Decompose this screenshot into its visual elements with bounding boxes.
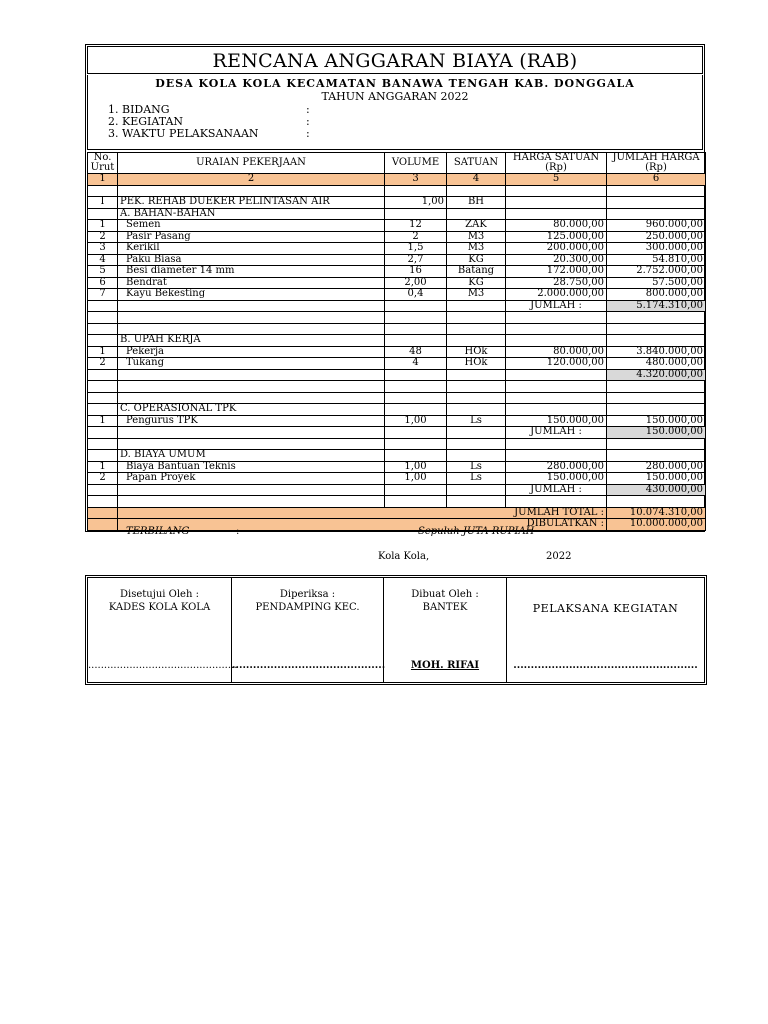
table-cell: [506, 438, 607, 450]
item-jumlah: 150.000,00: [607, 473, 706, 485]
table-row: [88, 231, 706, 243]
item-uraian: Semen: [118, 220, 385, 232]
col-number: 3: [385, 174, 447, 186]
info-bidang-colon: :: [306, 103, 310, 116]
item-harga: 80.000,00: [506, 346, 607, 358]
table-cell: [607, 381, 706, 393]
item-volume: 1,5: [385, 243, 447, 255]
item-jumlah: 2.752.000,00: [607, 266, 706, 278]
table-cell: [447, 312, 506, 324]
item-satuan: Batang: [447, 266, 506, 278]
item-harga: 150.000,00: [506, 473, 607, 485]
item-volume: 1,00: [385, 473, 447, 485]
info-kegiatan-colon: :: [306, 115, 310, 128]
table-cell: [447, 404, 506, 416]
table-cell: [118, 381, 385, 393]
item-satuan: Ls: [447, 461, 506, 473]
table-cell: [447, 369, 506, 381]
table-cell: [88, 392, 118, 404]
table-cell: [506, 208, 607, 220]
item-uraian: Papan Proyek: [118, 473, 385, 485]
signature-kades: [88, 578, 238, 682]
place-label: Kola Kola,: [378, 551, 430, 562]
table-row: [88, 277, 706, 289]
item-harga: 280.000,00: [506, 461, 607, 473]
subtotal-label: JUMLAH :: [506, 300, 607, 312]
item-jumlah: 800.000,00: [607, 289, 706, 301]
total-label: JUMLAH TOTAL :: [118, 507, 607, 519]
table-cell: [385, 335, 447, 347]
spacer-row: [88, 323, 706, 335]
signature-role: Dibuat Oleh :: [411, 589, 479, 600]
table-cell: [447, 335, 506, 347]
rounded-label: DIBULATKAN :: [118, 519, 607, 531]
subtotal-value: 5.174.310,00: [607, 300, 706, 312]
table-cell: [385, 496, 447, 508]
table-row: [88, 220, 706, 232]
table-cell: [118, 185, 385, 197]
total-value: 10.074.310,00: [607, 507, 706, 519]
item-volume: 16: [385, 266, 447, 278]
table-cell: [385, 300, 447, 312]
table-cell: [88, 438, 118, 450]
item-jumlah: 280.000,00: [607, 461, 706, 473]
table-cell: [385, 381, 447, 393]
table-cell: [88, 519, 118, 531]
table-cell: [385, 484, 447, 496]
item-volume: 0,4: [385, 289, 447, 301]
section-title-row: [88, 208, 706, 220]
table-cell: [607, 335, 706, 347]
item-satuan: KG: [447, 254, 506, 266]
item-volume: 2,00: [385, 277, 447, 289]
subtotal-row: [88, 300, 706, 312]
item-harga: 28.750,00: [506, 277, 607, 289]
main-item-volume: 1,00: [385, 197, 447, 209]
table-cell: [607, 450, 706, 462]
signature-table: [85, 575, 707, 685]
item-satuan: Ls: [447, 473, 506, 485]
section-title: D. BIAYA UMUM: [118, 450, 385, 462]
item-no: 1: [88, 220, 118, 232]
table-cell: [506, 185, 607, 197]
subtotal-label: JUMLAH :: [506, 427, 607, 439]
section-title-row: [88, 450, 706, 462]
item-volume: 2,7: [385, 254, 447, 266]
table-cell: [118, 300, 385, 312]
info-waktu: 3. WAKTU PELAKSANAAN: [108, 127, 259, 140]
col-header-jumlah: JUMLAH HARGA (Rp): [607, 153, 706, 174]
item-jumlah: 3.840.000,00: [607, 346, 706, 358]
table-row: [88, 243, 706, 255]
table-cell: [385, 185, 447, 197]
table-cell: [385, 427, 447, 439]
table-cell: [118, 392, 385, 404]
spacer-row: [88, 496, 706, 508]
table-row: [88, 346, 706, 358]
table-row: [88, 266, 706, 278]
item-jumlah: 150.000,00: [607, 415, 706, 427]
table-cell: [506, 323, 607, 335]
signature-title: BANTEK: [422, 602, 468, 613]
main-item-satuan: BH: [447, 197, 506, 209]
column-number-row: [88, 174, 706, 186]
signature-line: ...............................................: [88, 660, 238, 671]
table-cell: [88, 381, 118, 393]
table-cell: [506, 496, 607, 508]
table-cell: [385, 312, 447, 324]
table-cell: [447, 484, 506, 496]
table-cell: [607, 185, 706, 197]
subtotal-label: JUMLAH :: [506, 484, 607, 496]
item-satuan: ZAK: [447, 220, 506, 232]
item-uraian: Tukang: [118, 358, 385, 370]
item-satuan: M3: [447, 289, 506, 301]
terbilang-colon: :: [236, 526, 240, 537]
table-cell: [506, 404, 607, 416]
item-harga: 172.000,00: [506, 266, 607, 278]
main-item-uraian: PEK. REHAB DUEKER PELINTASAN AIR: [118, 197, 385, 209]
table-cell: [118, 312, 385, 324]
subtotal-row: [88, 369, 706, 381]
table-cell: [88, 323, 118, 335]
item-uraian: Kerikil: [118, 243, 385, 255]
table-cell: [118, 496, 385, 508]
item-jumlah: 250.000,00: [607, 231, 706, 243]
item-no: 2: [88, 473, 118, 485]
col-header-harga: HARGA SATUAN (Rp): [506, 153, 607, 174]
table-cell: [607, 392, 706, 404]
item-no: 1: [88, 415, 118, 427]
table-cell: [506, 392, 607, 404]
item-volume: 4: [385, 358, 447, 370]
col-number: 2: [118, 174, 385, 186]
table-cell: [447, 496, 506, 508]
table-cell: [506, 335, 607, 347]
table-cell: [447, 323, 506, 335]
section-title: A. BAHAN-BAHAN: [118, 208, 385, 220]
table-cell: [385, 323, 447, 335]
table-cell: [447, 427, 506, 439]
item-satuan: HOk: [447, 358, 506, 370]
signature-title: PELAKSANA KEGIATAN: [532, 602, 679, 615]
table-cell: [118, 427, 385, 439]
table-cell: [88, 484, 118, 496]
signature-role: Disetujui Oleh :: [120, 589, 199, 600]
item-satuan: Ls: [447, 415, 506, 427]
item-uraian: Pasir Pasang: [118, 231, 385, 243]
item-satuan: M3: [447, 231, 506, 243]
table-cell: [447, 208, 506, 220]
table-cell: [88, 185, 118, 197]
spacer-row: [88, 185, 706, 197]
table-cell: [385, 404, 447, 416]
table-cell: [607, 312, 706, 324]
table-cell: [118, 323, 385, 335]
tahun-line: TAHUN ANGGARAN 2022: [321, 90, 469, 103]
item-jumlah: 480.000,00: [607, 358, 706, 370]
item-no: 2: [88, 231, 118, 243]
signature-bantek: [384, 578, 507, 682]
table-row: [88, 289, 706, 301]
item-harga: 125.000,00: [506, 231, 607, 243]
signature-title: KADES KOLA KOLA: [108, 602, 211, 613]
spacer-row: [88, 438, 706, 450]
item-harga: 20.300,00: [506, 254, 607, 266]
item-uraian: Biaya Bantuan Teknis: [118, 461, 385, 473]
item-no: 1: [88, 346, 118, 358]
item-no: 1: [88, 461, 118, 473]
item-uraian: Paku Biasa: [118, 254, 385, 266]
section-title-row: [88, 404, 706, 416]
item-no: 4: [88, 254, 118, 266]
table-row: [88, 358, 706, 370]
signature-line: ............................................: [232, 660, 386, 671]
table-cell: [607, 496, 706, 508]
signature-pelaksana: [507, 578, 704, 682]
info-bidang: 1. BIDANG: [108, 103, 170, 116]
table-cell: [118, 484, 385, 496]
item-no: 3: [88, 243, 118, 255]
table-cell: [88, 369, 118, 381]
section-title: C. OPERASIONAL TPK: [118, 404, 385, 416]
item-uraian: Besi diameter 14 mm: [118, 266, 385, 278]
subtotal-value: 430.000,00: [607, 484, 706, 496]
col-header-uraian: URAIAN PEKERJAAN: [118, 153, 385, 174]
section-title-row: [88, 335, 706, 347]
item-uraian: Pekerja: [118, 346, 385, 358]
signature-title: PENDAMPING KEC.: [255, 602, 360, 613]
table-cell: [447, 438, 506, 450]
signature-pendamping: [232, 578, 384, 682]
item-volume: 1,00: [385, 461, 447, 473]
subtotal-value: 4.320.000,00: [607, 369, 706, 381]
table-cell: [88, 507, 118, 519]
table-cell: [506, 197, 607, 209]
table-cell: [118, 369, 385, 381]
signature-role: Diperiksa :: [279, 589, 336, 600]
item-uraian: Pengurus TPK: [118, 415, 385, 427]
table-cell: [88, 335, 118, 347]
col-number: 1: [88, 174, 118, 186]
subtotal-value: 150.000,00: [607, 427, 706, 439]
item-volume: 48: [385, 346, 447, 358]
header-block: [87, 75, 703, 150]
info-kegiatan: 2. KEGIATAN: [108, 115, 184, 128]
item-no: 7: [88, 289, 118, 301]
col-number: 4: [447, 174, 506, 186]
item-harga: 120.000,00: [506, 358, 607, 370]
document-title: RENCANA ANGGARAN BIAYA (RAB): [87, 46, 703, 74]
date-year: 2022: [546, 551, 572, 562]
item-harga: 150.000,00: [506, 415, 607, 427]
rounded-value: 10.000.000,00: [607, 519, 706, 531]
table-cell: [447, 381, 506, 393]
table-cell: [88, 300, 118, 312]
signature-line: .....................................................: [513, 660, 698, 671]
table-row: [88, 415, 706, 427]
subtotal-row: [88, 484, 706, 496]
table-cell: [88, 404, 118, 416]
terbilang-label: TERBILANG: [126, 526, 190, 537]
item-harga: 200.000,00: [506, 243, 607, 255]
table-cell: [447, 450, 506, 462]
spacer-row: [88, 392, 706, 404]
table-row: [88, 254, 706, 266]
table-cell: [447, 392, 506, 404]
rab-sheet: [85, 44, 705, 532]
item-jumlah: 960.000,00: [607, 220, 706, 232]
col-header-satuan: SATUAN: [447, 153, 506, 174]
table-cell: [88, 496, 118, 508]
item-volume: 12: [385, 220, 447, 232]
table-cell: [88, 450, 118, 462]
item-volume: 1,00: [385, 415, 447, 427]
table-cell: [506, 312, 607, 324]
table-cell: [607, 197, 706, 209]
item-volume: 2: [385, 231, 447, 243]
item-uraian: Kayu Bekesting: [118, 289, 385, 301]
table-cell: [447, 300, 506, 312]
item-uraian: Bendrat: [118, 277, 385, 289]
table-cell: [88, 427, 118, 439]
terbilang-value: Sepuluh JUTA RUPIAH: [418, 526, 535, 537]
table-row: [88, 473, 706, 485]
table-cell: [118, 438, 385, 450]
table-cell: [385, 392, 447, 404]
table-cell: [447, 185, 506, 197]
col-number: 5: [506, 174, 607, 186]
main-item-row: [88, 197, 706, 209]
item-jumlah: 54.810,00: [607, 254, 706, 266]
main-item-no: I: [88, 197, 118, 209]
item-no: 6: [88, 277, 118, 289]
table-cell: [607, 323, 706, 335]
table-cell: [385, 208, 447, 220]
table-cell: [607, 404, 706, 416]
spacer-row: [88, 381, 706, 393]
table-cell: [385, 369, 447, 381]
total-row: [88, 507, 706, 519]
rab-table: [87, 152, 706, 531]
table-cell: [506, 450, 607, 462]
desa-line: DESA KOLA KOLA KECAMATAN BANAWA TENGAH KAB. DONGGALA: [155, 77, 635, 90]
spacer-row: [88, 312, 706, 324]
item-satuan: KG: [447, 277, 506, 289]
table-cell: [385, 450, 447, 462]
table-cell: [607, 208, 706, 220]
table-header-row: [88, 153, 706, 174]
item-no: 5: [88, 266, 118, 278]
item-jumlah: 57.500,00: [607, 277, 706, 289]
item-satuan: M3: [447, 243, 506, 255]
col-header-no: No. Urut: [88, 153, 118, 174]
signature-name: MOH. RIFAI: [410, 660, 480, 671]
table-cell: [506, 381, 607, 393]
col-number: 6: [607, 174, 706, 186]
table-cell: [385, 438, 447, 450]
item-harga: 2.000.000,00: [506, 289, 607, 301]
subtotal-row: [88, 427, 706, 439]
info-waktu-colon: :: [306, 127, 310, 140]
table-cell: [88, 208, 118, 220]
section-title: B. UPAH KERJA: [118, 335, 385, 347]
subtotal-label: [506, 369, 607, 381]
item-jumlah: 300.000,00: [607, 243, 706, 255]
table-cell: [607, 438, 706, 450]
table-row: [88, 461, 706, 473]
col-header-volume: VOLUME: [385, 153, 447, 174]
item-no: 2: [88, 358, 118, 370]
table-cell: [88, 312, 118, 324]
item-harga: 80.000,00: [506, 220, 607, 232]
item-satuan: HOk: [447, 346, 506, 358]
